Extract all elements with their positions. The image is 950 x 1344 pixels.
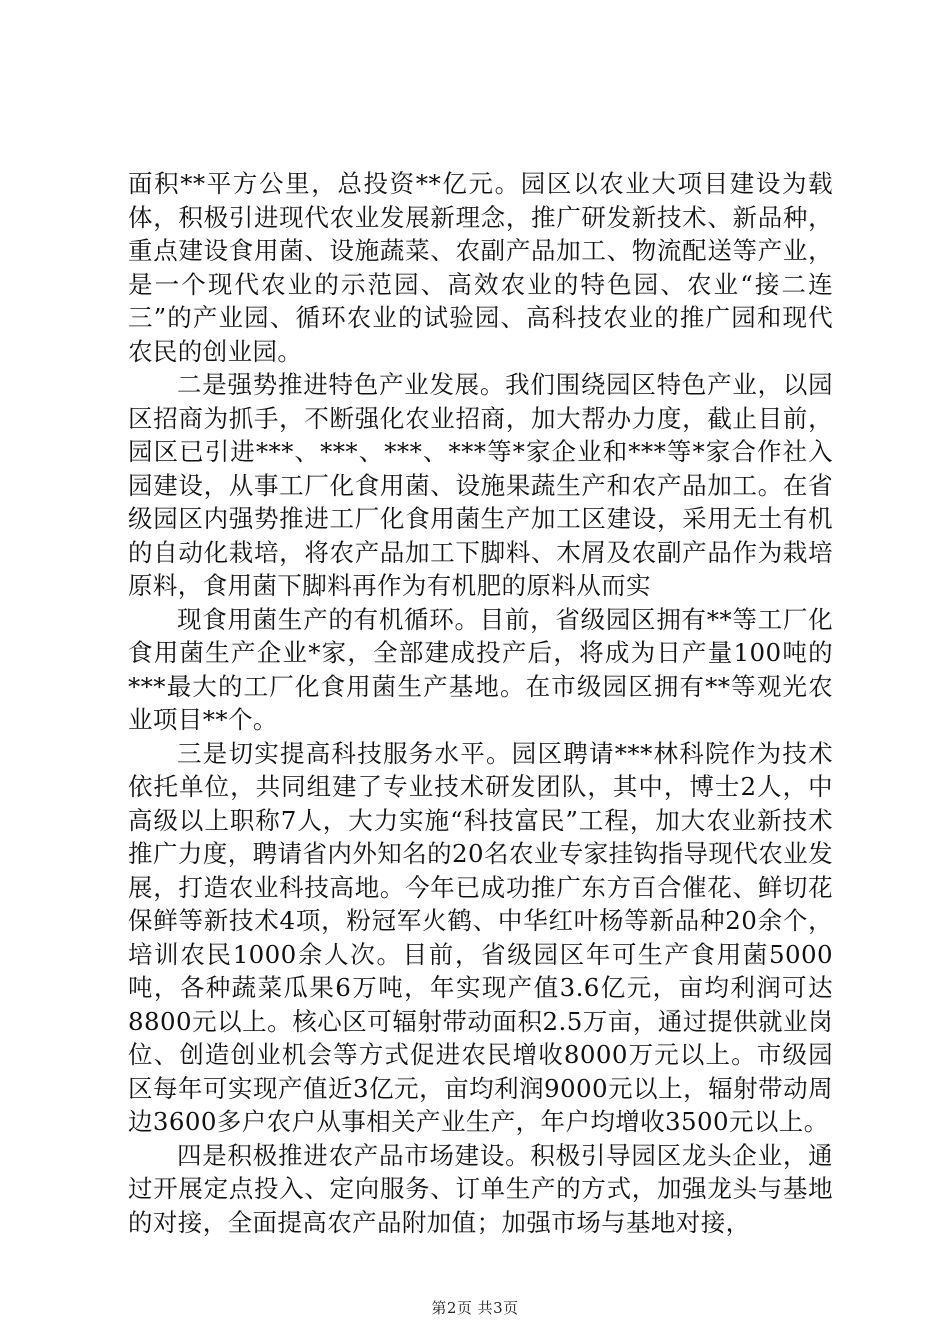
paragraph-continuation: 面积**平方公里，总投资**亿元。园区以农业大项目建设为载体，积极引进现代农业发展新理念，推广研发新技术、新品种，重点建设食用菌、设施蔬菜、农副产品加工、物流配送等产业，是一个现代农业的示范园、高效农业的特色园、农业“接二连三”的产业园、循环农业的试验园、高科技农业的推广园和现代农民的创业园。 (128, 169, 833, 366)
paragraph-point-three: 三是切实提高科技服务水平。园区聘请***林科院作为技术依托单位，共同组建了专业技术研发团队，其中，博士2人，中高级以上职称7人，大力实施“科技富民”工程，加大农业新技术推广力度，聘请省内外知名的20名农业专家挂钩指导现代农业发展，打造农业科技高地。今年已成功推广东方百合催花、鲜切花保鲜等新技术4项，粉冠军火鹤、中华红叶杨等新品种20余个，培训农民1000余人次。目前，省级园区年可生产食用菌5000吨，各种蔬菜瓜果6万吨，年实现产值3.6亿元，亩均利润可达8800元以上。核心区可辐射带动面积2.5万亩，通过提供就业岗位、创造创业机会等方式促进农民增收8000万元以上。市级园区每年可实现产值近3亿元，亩均利润9000元以上，辐射带动周边3600多户农户从事相关产业生产，年户均增收3500元以上。 (128, 738, 833, 1136)
paragraph-point-four: 四是积极推进农产品市场建设。积极引导园区龙头企业，通过开展定点投入、定向服务、订单生产的方式，加强龙头与基地的对接，全面提高农产品附加值；加强市场与基地对接， (128, 1140, 833, 1237)
document-body (128, 167, 833, 1239)
page-footer: 第2页 共3页 (431, 1299, 519, 1317)
paragraph-point-two: 二是强势推进特色产业发展。我们围绕园区特色产业，以园区招商为抓手，不断强化农业招商，加大帮办力度，截止目前，园区已引进***、***、***、***等*家企业和***等*家合作社入园建设，从事工厂化食用菌、设施果蔬生产和农产品加工。在省级园区内强势推进工厂化食用菌生产加工区建设，采用无土有机的自动化栽培，将农产品加工下脚料、木屑及农副产品作为栽培原料，食用菌下脚料再作为有机肥的原料从而实 (128, 370, 833, 600)
paragraph-organic-cycle: 现食用菌生产的有机循环。目前，省级园区拥有**等工厂化食用菌生产企业*家，全部建成投产后，将成为日产量100吨的***最大的工厂化食用菌生产基地。在市级园区拥有**等观光农业项目**个。 (128, 604, 833, 734)
